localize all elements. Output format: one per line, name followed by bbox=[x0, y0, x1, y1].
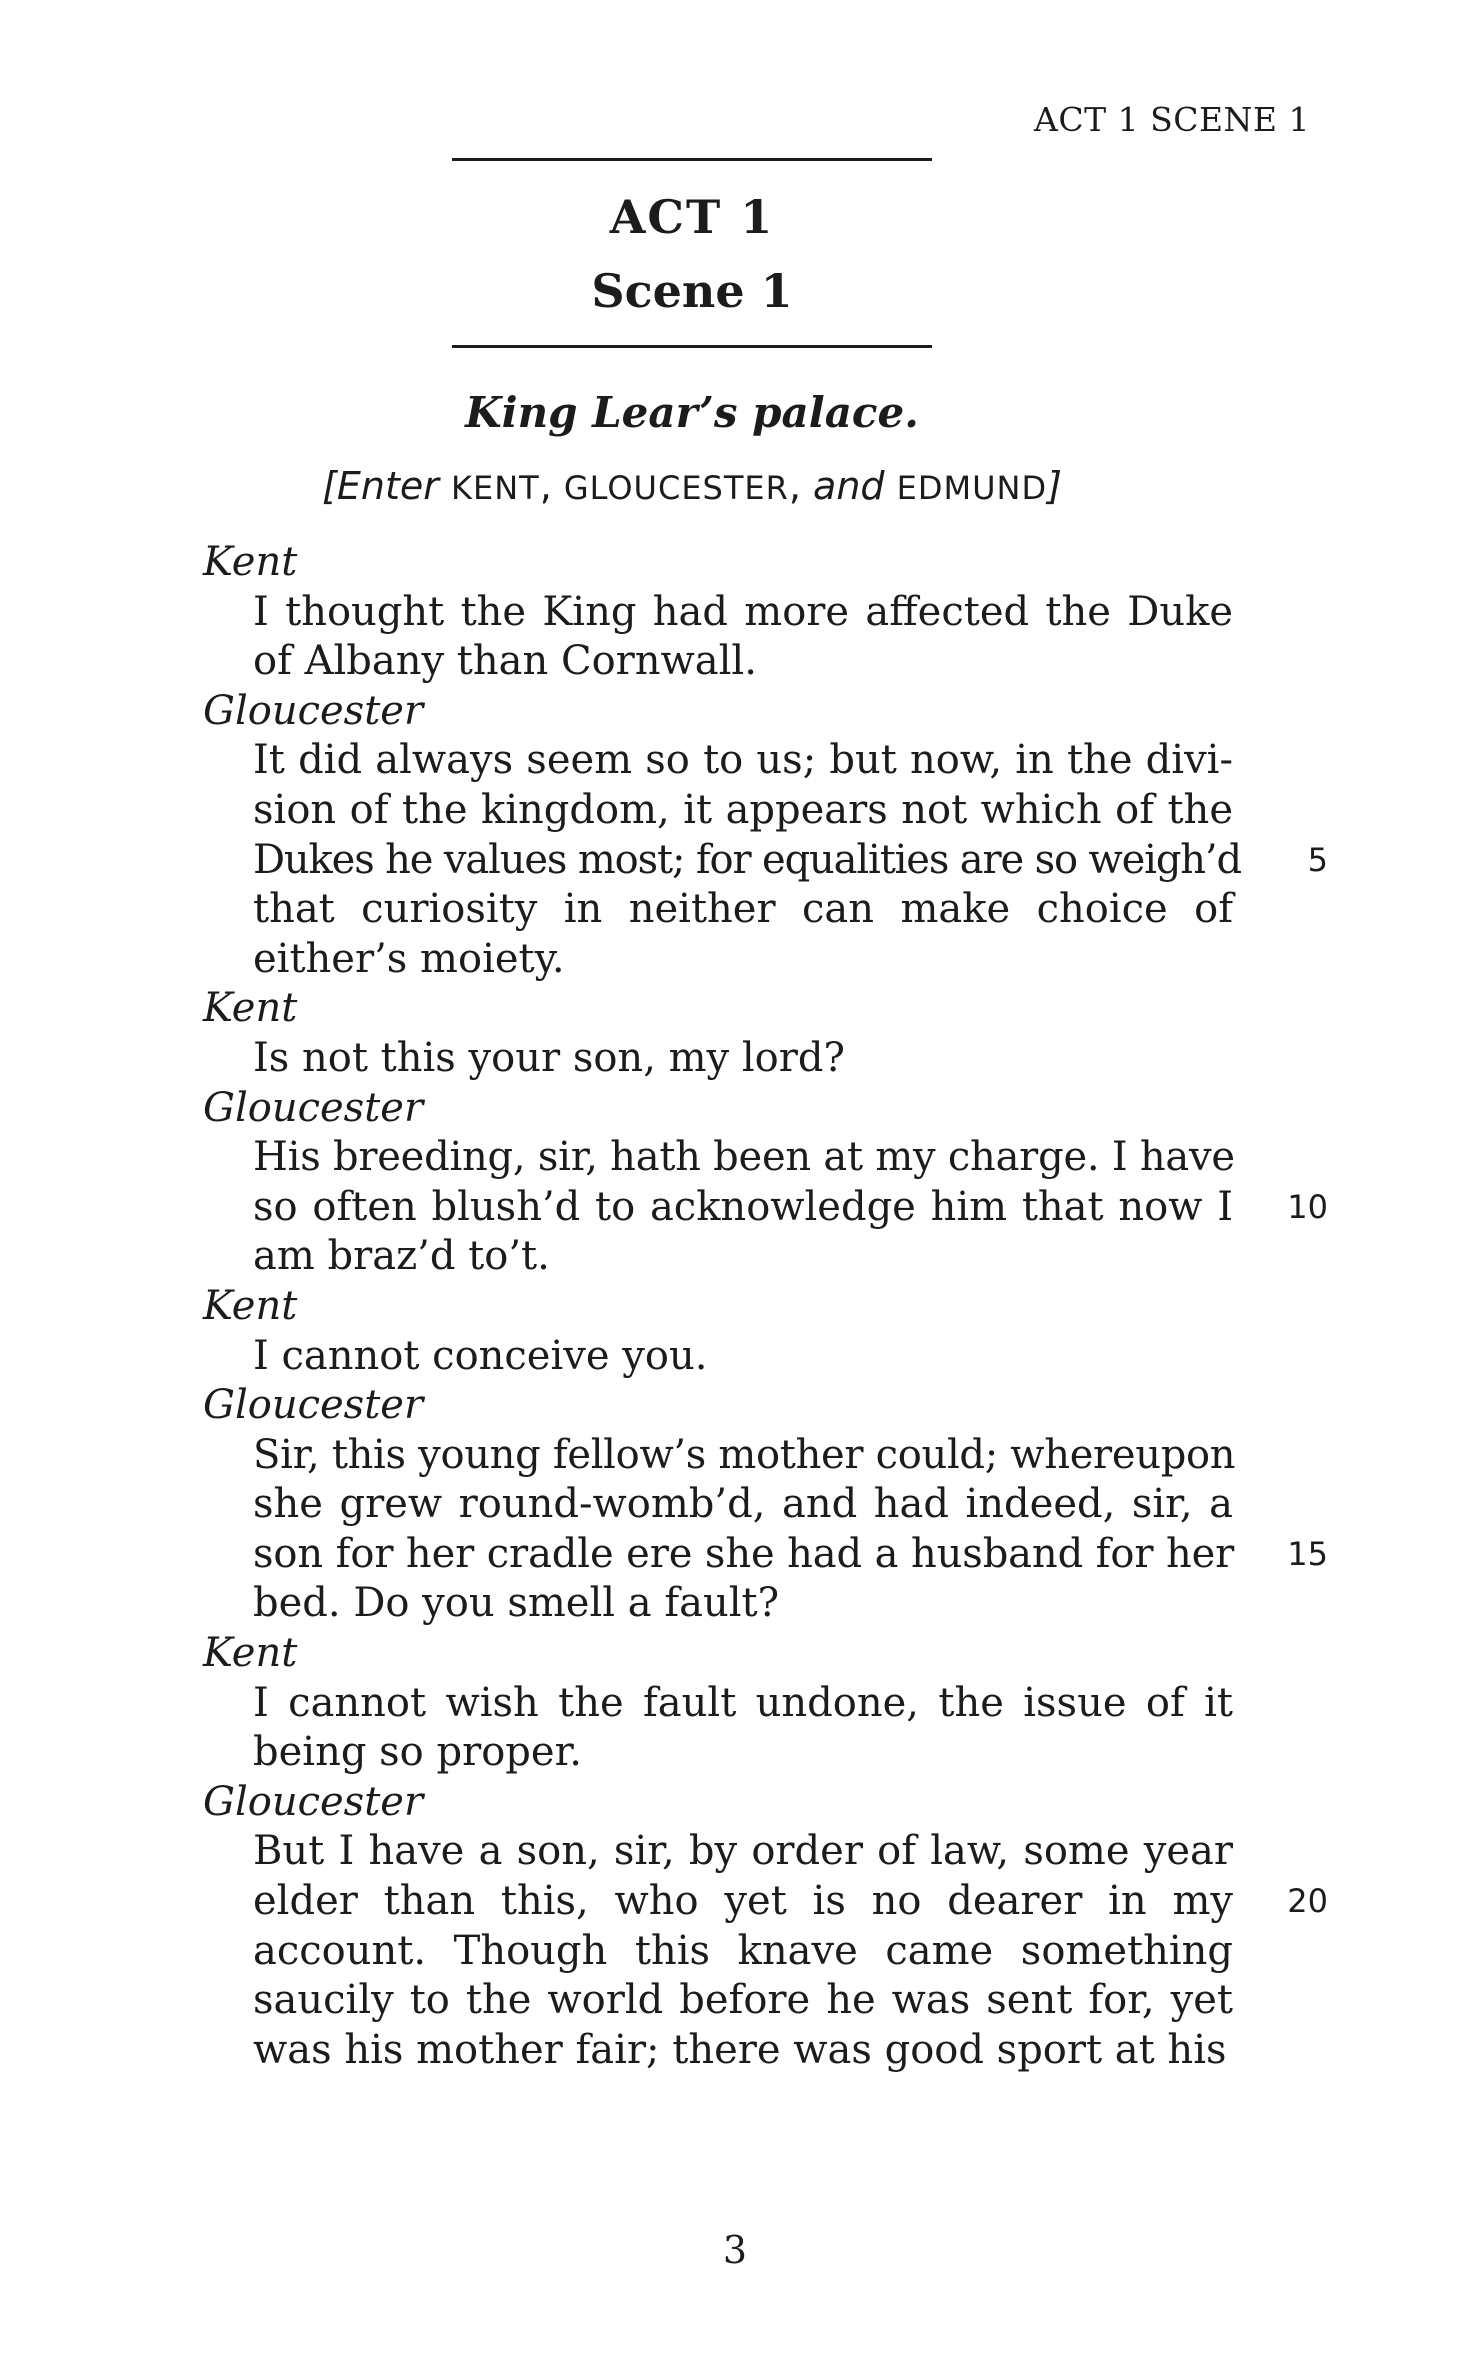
line-number: 5 bbox=[1307, 840, 1328, 879]
verse-line bbox=[253, 1530, 1328, 1580]
line-text: sion of the kingdom, it appears not which of the bbox=[253, 786, 1233, 833]
line-text: I cannot wish the fault undone, the issue of it bbox=[253, 1679, 1233, 1726]
verse-line bbox=[253, 1976, 1233, 2026]
verse-line bbox=[253, 1579, 1233, 1629]
verse-line bbox=[253, 1232, 1233, 1282]
line-text: His breeding, sir, hath been at my charge. I have bbox=[253, 1134, 1235, 1181]
line-text: she grew round-womb’d, and had indeed, sir, a bbox=[253, 1481, 1233, 1528]
speaker-name: Kent bbox=[203, 1630, 298, 1677]
verse-line bbox=[253, 736, 1233, 786]
stage-direction-close: ] bbox=[1047, 464, 1062, 508]
running-head: ACT 1 SCENE 1 bbox=[1034, 100, 1310, 139]
line-text: either’s moiety. bbox=[253, 935, 565, 982]
stage-direction-edmund: EDMUND bbox=[896, 469, 1048, 507]
top-rule bbox=[452, 158, 932, 161]
page-number: 3 bbox=[722, 2228, 748, 2272]
speaker-name: Gloucester bbox=[203, 687, 424, 734]
line-text: Is not this your son, my lord? bbox=[253, 1034, 845, 1081]
stage-direction-comma: , bbox=[788, 464, 801, 508]
verse-line bbox=[253, 1927, 1233, 1977]
line-text: was his mother fair; there was good sport at his bbox=[253, 2026, 1227, 2073]
stage-direction bbox=[292, 464, 1092, 508]
line-text: being so proper. bbox=[253, 1729, 583, 1776]
verse-line bbox=[253, 1431, 1236, 1481]
verse-line bbox=[253, 935, 1233, 985]
line-text: elder than this, who yet is no dearer in my bbox=[253, 1878, 1233, 1925]
line-text: of Albany than Cornwall. bbox=[253, 638, 757, 685]
verse-line bbox=[253, 1133, 1233, 1183]
line-text: I thought the King had more affected the Duke bbox=[253, 588, 1233, 635]
speaker-name: Gloucester bbox=[203, 1778, 424, 1825]
verse-line bbox=[253, 1183, 1328, 1233]
verse-line bbox=[253, 885, 1233, 935]
line-number: 15 bbox=[1287, 1534, 1328, 1573]
scene-location: King Lear’s palace. bbox=[465, 388, 919, 437]
verse-line bbox=[253, 588, 1233, 638]
verse-line bbox=[253, 1480, 1233, 1530]
line-text: I cannot conceive you. bbox=[253, 1332, 708, 1379]
scene-heading: Scene 1 bbox=[591, 264, 793, 318]
verse-line bbox=[253, 836, 1328, 886]
line-text: so often blush’d to acknowledge him that now I bbox=[253, 1183, 1233, 1230]
verse-line bbox=[253, 1728, 1233, 1778]
stage-direction-open: [Enter bbox=[322, 464, 439, 508]
line-text: It did always seem so to us; but now, in the divi- bbox=[253, 737, 1233, 784]
speaker-name: Gloucester bbox=[203, 1382, 424, 1429]
line-text: Dukes he values most; for equalities are so weigh’d bbox=[253, 836, 1241, 883]
line-text: bed. Do you smell a fault? bbox=[253, 1580, 780, 1627]
line-text: that curiosity in neither can make choice of bbox=[253, 886, 1233, 933]
verse-line bbox=[253, 1877, 1328, 1927]
stage-direction-kent: KENT bbox=[451, 469, 540, 507]
speaker-name: Kent bbox=[203, 1282, 298, 1329]
verse-line bbox=[253, 1679, 1233, 1729]
line-text: account. Though this knave came something bbox=[253, 1927, 1233, 1974]
verse-line bbox=[253, 637, 1233, 687]
line-text: am braz’d to’t. bbox=[253, 1233, 550, 1280]
verse-line bbox=[253, 1827, 1233, 1877]
line-text: But I have a son, sir, by order of law, some year bbox=[253, 1828, 1233, 1875]
line-text: son for her cradle ere she had a husband for her bbox=[253, 1530, 1235, 1577]
act-heading: ACT 1 bbox=[609, 190, 775, 244]
stage-direction-comma: , bbox=[539, 464, 552, 508]
verse-line bbox=[253, 786, 1233, 836]
verse-line bbox=[253, 1332, 1233, 1382]
line-number: 20 bbox=[1287, 1882, 1328, 1921]
line-number: 10 bbox=[1287, 1187, 1328, 1226]
stage-direction-gloucester: GLOUCESTER bbox=[563, 469, 789, 507]
bottom-rule bbox=[452, 345, 932, 348]
speaker-name: Kent bbox=[203, 539, 298, 585]
verse-line bbox=[253, 1034, 1233, 1084]
speaker-name: Gloucester bbox=[203, 1084, 424, 1131]
dialogue bbox=[0, 538, 1470, 2075]
line-text: Sir, this young fellow’s mother could; whereupon bbox=[253, 1431, 1236, 1478]
verse-line bbox=[253, 2026, 1233, 2076]
line-text: saucily to the world before he was sent for, yet bbox=[253, 1977, 1233, 2024]
stage-direction-and: and bbox=[813, 464, 885, 508]
speaker-name: Kent bbox=[203, 985, 298, 1032]
